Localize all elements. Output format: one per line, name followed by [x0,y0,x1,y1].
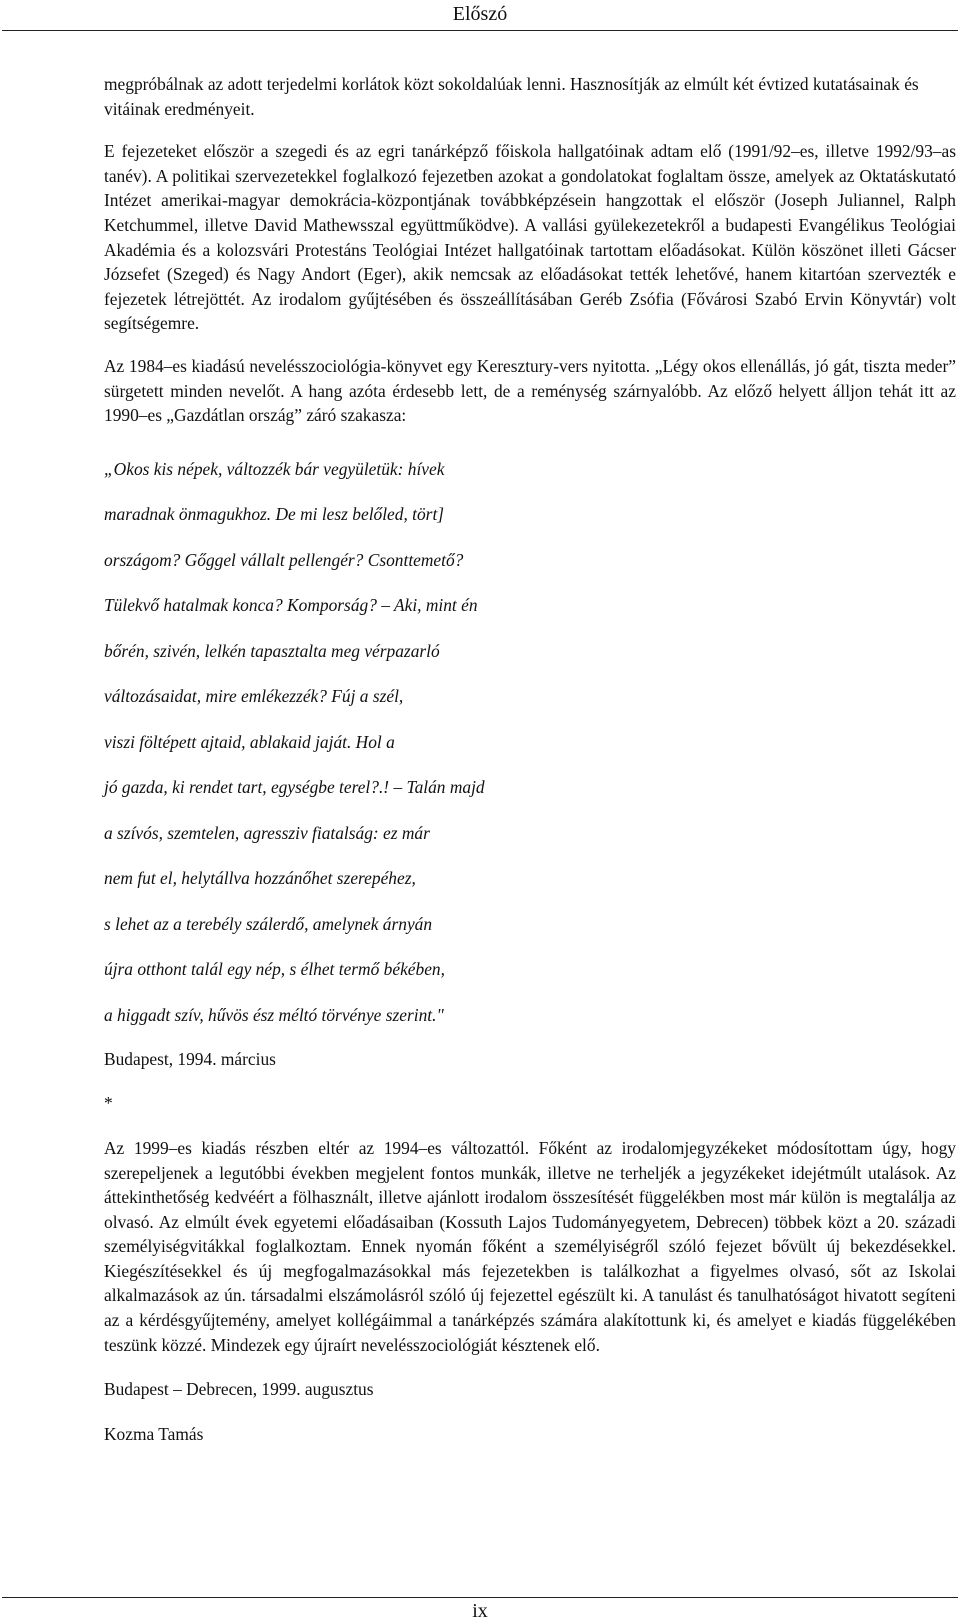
page-body [104,72,956,1446]
poem-line: a higgadt szív, hűvös ész méltó törvénye szerint." [104,1004,444,1025]
poem-line: országom? Gőggel vállalt pellengér? Csonttemető? [104,549,464,570]
section-separator: * [104,1093,113,1114]
page-number: ix [472,1600,488,1622]
poem-line: változásaidat, mire emlékezzék? Fúj a szél, [104,686,404,707]
running-header: Előszó [452,3,508,25]
poem-line: bőrén, szivén, lelkén tapasztalta meg vérpazarló [104,640,440,661]
poem-quote [104,457,956,1027]
poem-line: Tülekvő hatalmak konca? Komporság? – Aki, mint én [104,595,478,616]
paragraph-poem-intro: Az 1984–es kiadású nevelésszociológia-könyvet egy Keresztury-vers nyitotta. „Légy okos ellenállás, jó gát, tiszta meder” sürgetett minden nevelőt. A hang azóta érdesebb lett, de a reménység szárnyalóbb. Az előző helyett álljon tehát itt az 1990–es „Gazdátlan ország” záró szakasza: [104,355,956,426]
header-divider [2,30,958,31]
poem-line: újra otthont talál egy nép, s élhet termő békében, [104,959,445,980]
poem-line: jó gazda, ki rendet tart, egységbe terel?.! – Talán majd [104,777,485,798]
place-date-1999: Budapest – Debrecen, 1999. augusztus [104,1379,374,1400]
poem-line: a szívós, szemtelen, agressziv fiatalság: ez már [104,822,430,843]
poem-line: nem fut el, helytállva hozzánőhet szerepéhez, [104,868,416,889]
poem-line: s lehet az a terebély szálerdő, amelynek árnyán [104,913,433,934]
paragraph-continuation: megpróbálnak az adott terjedelmi korlátok közt sokoldalúak lenni. Hasznosítják az elmúlt két évtized kutatásainak és vitáinak eredményeit. [104,74,919,119]
paragraph-1999-edition: Az 1999–es kiadás részben eltér az 1994–es változattól. Főként az irodalomjegyzékeket módosítottam úgy, hogy szerepeljenek a legutóbbi években megjelent fontos munkák, illetve ne terheljék a jegyzékeket idejétmúlt utalások. Az áttekinthetőség kedvéért a fölhasznált, illetve ajánlott irodalom összesítését függelékben most már külön is megtalálja az olvasó. Az elmúlt évek egyetemi előadásaiban (Kossuth Lajos Tudományegyetem, Debrecen) többek közt a 20. századi személyiségvitákkal foglalkoztam. Ennek nyomán főként a személyiségről szóló fejezet bővült új bekezdésekkel. Kiegészítésekkel és új megfogalmazásokkal más fejezetekben is találkozhat a figyelmes olvasó, sőt az Iskolai alkalmazások az ún. társadalmi elszámolásról szóló új fejezettel egészült ki. A tanulást és tanulhatóságot hivatott segíteni az a kérdésgyűjtemény, amelyet kollégáimmal a tanárképzés számára alakítottunk ki, és amelyet e kiadás függelékében teszünk közzé. Mindezek egy újraírt nevelésszociológiát késztenek elő. [104,1137,956,1355]
place-date-1994: Budapest, 1994. március [104,1048,276,1069]
poem-line: „Okos kis népek, változzék bár vegyületük: hívek [104,458,445,479]
author-signature: Kozma Tamás [104,1423,204,1444]
poem-line: viszi föltépett ajtaid, ablakaid jaját. Hol a [104,731,395,752]
paragraph-acknowledgements: E fejezeteket először a szegedi és az egri tanárképző főiskola hallgatóinak adtam elő (1991/92–es, illetve 1992/93–as tanév). A politikai szervezetekkel foglalkozó fejezetben azokat a gondolatokat foglaltam össze, amelyek az Oktatáskutató Intézet amerikai-magyar demokrácia-központjának továbbképzésein hangzottak el először (Joseph Juliannel, Ralph Ketchummel, illetve David Mathewsszal együttműködve). A vallási gyülekezetekről a budapesti Evangélikus Teológiai Akadémia és a kolozsvári Protestáns Teológiai Intézet hallgatóinak tartottam előadásokat. Külön köszönet illeti Gácser Józsefet (Szeged) és Nagy Andort (Eger), akik nemcsak az előadásokat tették lehetővé, hanem kitartóan szervezték e fejezetek létrejöttét. Az irodalom gyűjtésében és összeállításában Geréb Zsófia (Fővárosi Szabó Ervin Könyvtár) volt segítségemre. [104,141,956,334]
poem-line: maradnak önmagukhoz. De mi lesz belőled, tört] [104,504,445,525]
